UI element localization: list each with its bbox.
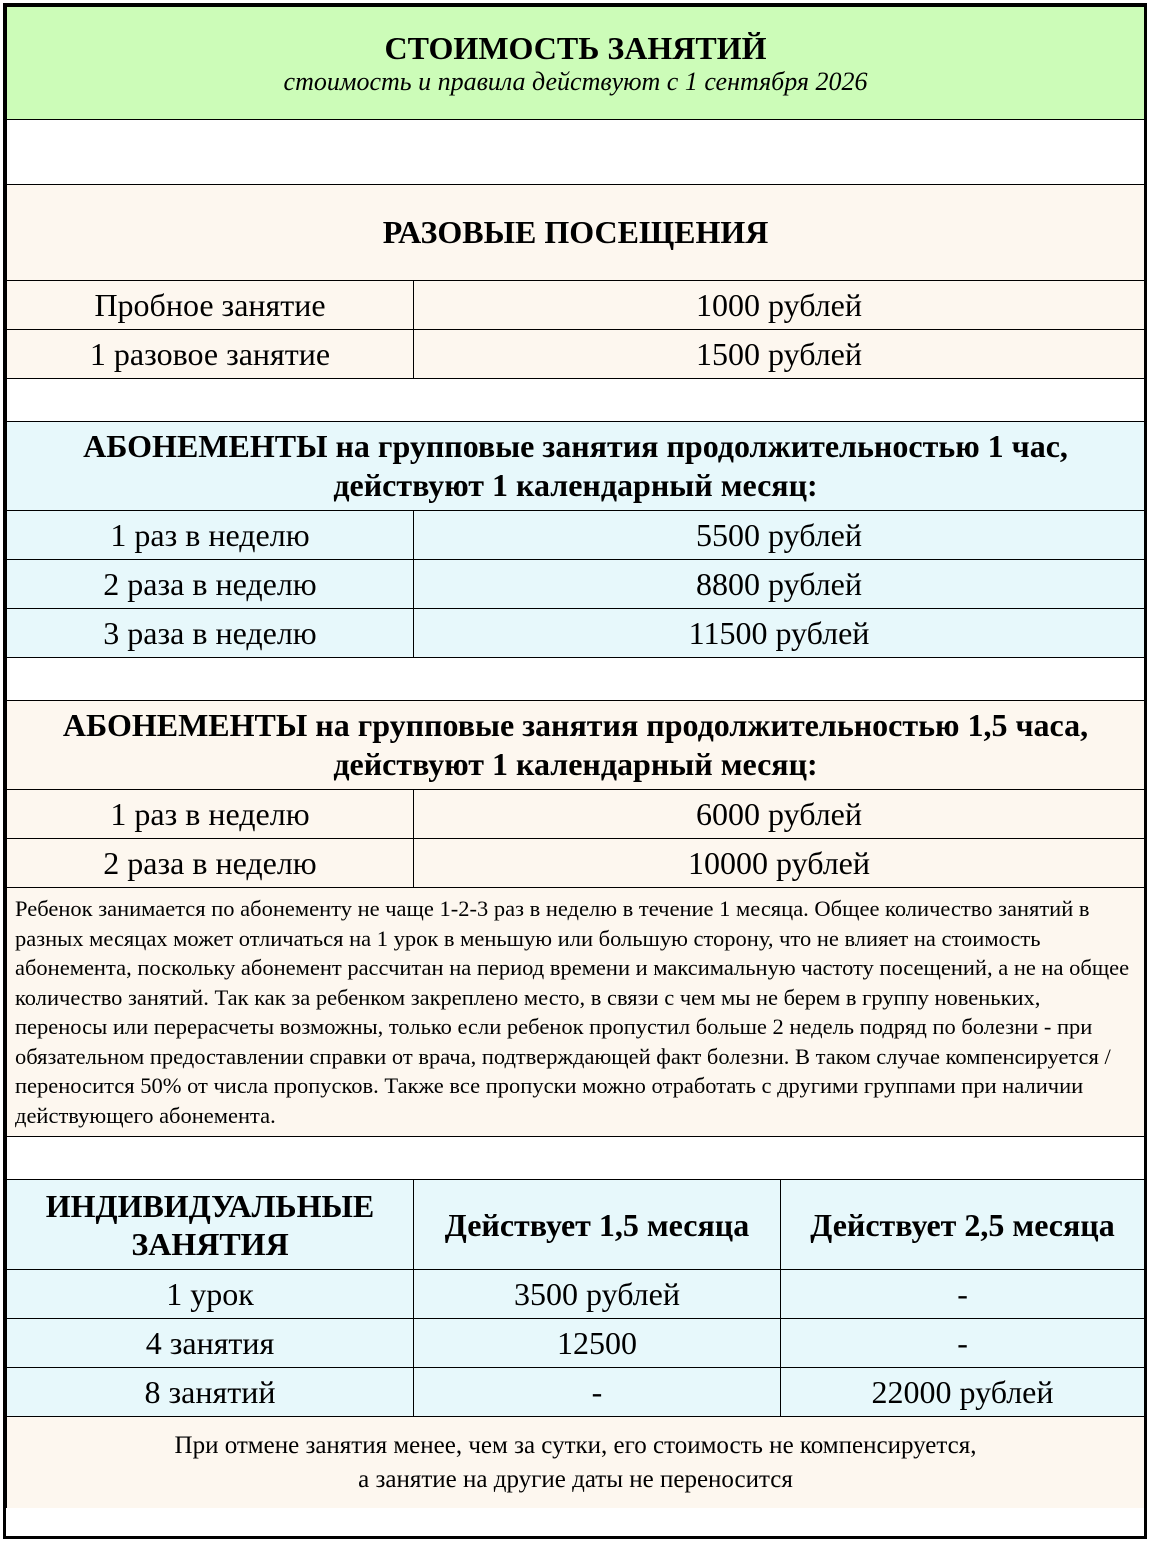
row-price-2: 22000 рублей: [781, 1368, 1145, 1417]
table-row: [7, 1270, 1145, 1319]
individual-col2-header: Действует 2,5 месяца: [781, 1180, 1145, 1270]
row-price-1: -: [414, 1368, 781, 1417]
spacer-row: [7, 120, 1145, 185]
table-row: [7, 839, 1145, 888]
row-price: 5500 рублей: [414, 511, 1145, 560]
subscription-15h-title: [7, 701, 1145, 790]
row-price-2: -: [781, 1270, 1145, 1319]
spacer-row: [7, 658, 1145, 701]
title-bold: АБОНЕМЕНТЫ: [62, 707, 308, 743]
row-label: Пробное занятие: [7, 281, 414, 330]
row-price-2: -: [781, 1319, 1145, 1368]
individual-header-row: [7, 1180, 1145, 1270]
price-list: [3, 3, 1147, 1539]
table-row: [7, 1319, 1145, 1368]
row-price: 8800 рублей: [414, 560, 1145, 609]
header-cell: [7, 7, 1145, 120]
individual-col1-header: Действует 1,5 месяца: [414, 1180, 781, 1270]
table-row: [7, 1368, 1145, 1417]
title-rest: на групповые занятия продолжительностью 1 час,: [327, 428, 1068, 464]
row-price: 10000 рублей: [414, 839, 1145, 888]
title-line2: действуют 1 календарный месяц:: [333, 746, 818, 782]
footer-line2: а занятие на другие даты не переносится: [358, 1465, 793, 1493]
table-row: [7, 281, 1145, 330]
row-price: 11500 рублей: [414, 609, 1145, 658]
individual-title: ИНДИВИДУАЛЬНЫЕ ЗАНЯТИЯ: [7, 1180, 414, 1270]
table-row: [7, 790, 1145, 839]
title-rest: на групповые занятия продолжительностью 1,5 часа,: [307, 707, 1089, 743]
page-title: СТОИМОСТЬ ЗАНЯТИЙ: [384, 30, 767, 66]
row-price: 1500 рублей: [414, 330, 1145, 379]
spacer-row: [7, 379, 1145, 422]
table-row: [7, 330, 1145, 379]
table-row: [7, 511, 1145, 560]
rules-note: Ребенок занимается по абонементу не чаще 1-2-3 раз в неделю в течение 1 месяца. Общее количество занятий в разных месяцах может отличаться на 1 урок в меньшую или большую сторону, что не влияет на стоимость абонемента, поскольку абонемент рассчитан на период времени и максимальную частоту посещений, а не на общее количество занятий. Так как за ребенком закреплено место, в связи с чем мы не берем в группу новеньких, переносы или перерасчеты возможны, только если ребенок пропустил больше 2 недель подряд по болезни - при обязательном предоставлении справки от врача, подтверждающей факт болезни. В таком случае компенсируется / переносится 50% от числа пропусков. Также все пропуски можно отработать с другими группами при наличии действующего абонемента.: [7, 888, 1145, 1137]
row-price: 6000 рублей: [414, 790, 1145, 839]
row-label: 2 раза в неделю: [7, 560, 414, 609]
single-visits-title: РАЗОВЫЕ ПОСЕЩЕНИЯ: [7, 185, 1145, 281]
row-price: 1000 рублей: [414, 281, 1145, 330]
price-table: [6, 6, 1145, 1508]
row-price-1: 12500: [414, 1319, 781, 1368]
table-row: [7, 609, 1145, 658]
spacer-row: [7, 1137, 1145, 1180]
row-price-1: 3500 рублей: [414, 1270, 781, 1319]
row-label: 1 раз в неделю: [7, 511, 414, 560]
subscription-1h-title: [7, 422, 1145, 511]
row-label: 1 разовое занятие: [7, 330, 414, 379]
row-label: 1 раз в неделю: [7, 790, 414, 839]
cancellation-note: [7, 1417, 1145, 1509]
row-label: 4 занятия: [7, 1319, 414, 1368]
table-row: [7, 560, 1145, 609]
row-label: 2 раза в неделю: [7, 839, 414, 888]
row-label: 1 урок: [7, 1270, 414, 1319]
title-bold: АБОНЕМЕНТЫ: [83, 428, 328, 464]
page-subtitle: стоимость и правила действуют с 1 сентября 2026: [283, 67, 868, 96]
row-label: 8 занятий: [7, 1368, 414, 1417]
footer-line1: При отмене занятия менее, чем за сутки, его стоимость не компенсируется,: [174, 1431, 977, 1459]
row-label: 3 раза в неделю: [7, 609, 414, 658]
title-line2: действуют 1 календарный месяц:: [333, 467, 818, 503]
